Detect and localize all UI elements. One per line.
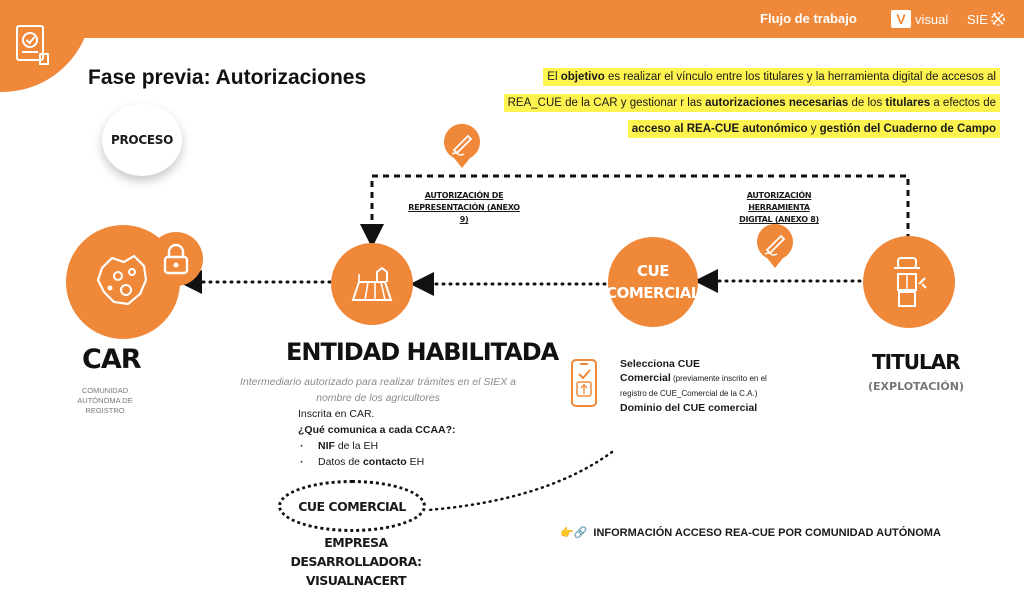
entidad-details (298, 406, 456, 470)
farmer-icon (889, 254, 929, 310)
car-subtitle: COMUNIDAD AUTÓNOMA DE REGISTRO (77, 386, 133, 415)
pointing-link-icon: 👉🔗 (560, 527, 588, 539)
header-title: Flujo de trabajo (760, 11, 857, 26)
car-label: CAR (82, 344, 141, 375)
entidad-items (298, 438, 456, 470)
map-icon (88, 250, 158, 314)
entidad-circle (331, 243, 413, 325)
info-acceso-link[interactable] (560, 526, 941, 539)
cue-circle (608, 237, 698, 327)
titular-circle (863, 236, 955, 328)
visual-logo-text: visual (915, 11, 949, 27)
page-title: Fase previa: Autorizaciones (88, 66, 367, 89)
lock-icon (162, 243, 190, 275)
entidad-description: Intermediario autorizado para realizar trámites en el SIEX a nombre de los agricultores (239, 376, 517, 404)
curve-cue-to-oval (428, 452, 612, 510)
cue-comercial-oval: CUE COMERCIAL (278, 480, 426, 532)
titular-subtitle: (EXPLOTACIÓN) (868, 380, 964, 393)
entidad-inscrita: Inscrita en CAR. (298, 408, 375, 420)
objective-text: El objetivo es realizar el vínculo entre los titulares y la herramienta digital de accesos al REA_CUE de la CAR y gestionar r las autorizaciones necesarias de los titulares a efectos de acceso al REA-CUE autonómico y gestión del Cuaderno de Campo (488, 64, 1000, 142)
visual-logo-mark: V (891, 10, 911, 28)
entidad-question: ¿Qué comunica a cada CCAA?: (298, 424, 456, 436)
empresa-desarrolladora: EMPRESA DESARROLLADORA: VISUALNACERT (290, 535, 422, 588)
phone-check-icon (570, 358, 598, 408)
signature-pen-icon (755, 222, 795, 270)
field-icon (349, 264, 395, 304)
list-item: · Datos de contacto EH (298, 454, 456, 470)
auth-representacion-label: AUTORIZACIÓN DE REPRESENTACIÓN (ANEXO 9) (408, 191, 520, 224)
list-item: · NIF de la EH (298, 438, 456, 454)
car-lock-badge (149, 232, 203, 286)
signature-pen-icon (442, 122, 482, 170)
auth-herramienta-label: AUTORIZACIÓN HERRAMIENTA DIGITAL (ANEXO 8) (739, 191, 819, 224)
titular-label: TITULAR (872, 350, 960, 374)
info-acceso-link-text[interactable]: INFORMACIÓN ACCESO REA-CUE POR COMUNIDAD AUTÓNOMA (593, 526, 941, 539)
cue-circle-label: CUE COMERCIAL (606, 262, 700, 302)
siex-logo-text: SIE (967, 12, 988, 27)
proceso-badge: PROCESO (102, 104, 182, 176)
entidad-label: ENTIDAD HABILITADA (286, 338, 559, 366)
cue-info: Selecciona CUE Comercial (previamente inscrito en el registro de CUE_Comercial de la C.A.) Dominio del CUE comercial (620, 358, 767, 414)
